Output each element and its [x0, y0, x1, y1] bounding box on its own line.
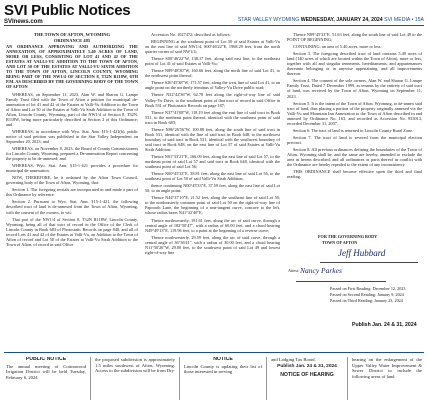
ordinance-paragraph: Section 1. The foregoing recitals are incorporated in and made a part of this Ordinance by reference.: [6, 187, 138, 198]
public-notice-heading: PUBLIC NOTICE: [25, 357, 67, 362]
column-divider: [179, 357, 180, 400]
ordinance-paragraph: BEGINNING at the southeast point of Lot 50 of said Estates at Valli-Vu on the east line of said NW1/4, S00°46'22"E, 1968.29 feet, from the north quarter corner of said NW1/4;: [145, 39, 280, 55]
clerk-signature: Nancy Parkes: [300, 266, 342, 275]
ordinance-paragraph: CONTAINING: an area of 5.40 acres, more or less.: [293, 44, 382, 50]
ordinance-paragraph: Thence N89°45'33"E, 51.63 feet, along the south line of said Lot 49 to the POINT OF BEGINNING;: [287, 32, 422, 43]
ordinance-paragraph: WHEREAS, on September 11, 2023, Alan W. and Sharon G. Lampe Family Trust filed with the Town of Afton a petition for municipal de-annexation of lot 41 and 42 of the Estates at Valli-Vu Addition to the Town of Afton and Lot 50 of the Estates at Valli-Vu Sixth Addition to the Town of Afton, Lincoln County, Wyoming, part of the NW1/4 of Section 8, T32N, R118W, being more particularly described in Section 2 of this Ordinance; and: [6, 91, 138, 127]
section-rule: [4, 352, 424, 353]
attest-label: Attest:: [288, 268, 300, 273]
ordinance-paragraph: Thence N44°37'10"E, 21.52 feet, along the southeast line of said Lot 50, to the northeasterly common point of said Lot 50 on the right-of-way line of Paprooth Lane, the beginning of a non-tangent curve, concave to the left, whose radius bears N41°32'40"E;: [145, 195, 280, 216]
ordinance-paragraph: Accession No. 1027472; described as follows:: [151, 32, 231, 37]
ordinance-paragraph: Thence N01°33'21"E, 166.09 feet, along the east line of said Lot 57, to the northeast point of said Lot 57 and said tract in Book 648, identical with the southeast point of said Lot 56;: [145, 153, 280, 170]
reading-3: Passed on Third Reading: January 23, 2024: [330, 298, 403, 303]
reading-1: Passed on First Reading: December 12, 2023: [330, 286, 406, 291]
header-rule: [4, 25, 424, 26]
subdivision-text: the proposed subdivision is approximately 1.5 miles southwest of Afton, Wyoming. Access to the subdivision will be from Dry: [95, 357, 175, 374]
hearing-column: [352, 357, 422, 400]
notice-heading: THE TOWN OF AFTON, WYOMING: [33, 32, 111, 37]
clerk-signature-line: [296, 281, 386, 282]
ordinance-paragraph: Thence northwesterly, 29.59 feet, along the arc of said curve, through a central angle of 36°36'41", with a radius of 30.00 feet, and a chord bearing N11°50'26"W, 29.00 feet, to the southwest point of said Lot 49 and lowest right-of-way line: [145, 234, 280, 255]
lodging-text: and Lodging Tax Board.: [271, 357, 316, 362]
for-governing-body: FOR THE GOVERNING BODY: [318, 234, 378, 239]
ordinance-column-1: [6, 32, 138, 348]
ordinance-paragraph: Section 5. It is the intent of the Town of Afton, Wyoming, to de-annex said tract of land, thus placing a portion of the property originally annexed via the Valli-Vu and Mountain Inn Annexation to the Town of Afton described in and annexed by Ordinance No. 163, and recorded as Accession No. 933013, recorded December 31, 2007.: [287, 100, 422, 126]
page-section: SVI MEDIA • 15A: [384, 17, 424, 23]
ordinance-paragraph: Thence N00°45'33"E, 38.81 feet, along the east line of said Lot 56, to the southeast point of Lot 50 of said Valli-Vu Sixth Addition;: [145, 171, 280, 182]
mayor-signature: Jeff Hubbard: [338, 248, 386, 258]
ordinance-paragraph: Thence N37°41'08"W, 118.19 feet along the east line of said tract in Book 531, to the northeast point thereof, identical with the southeast point of said tract in Book 683;: [145, 109, 280, 125]
lodging-publish: Publish Jan. 24 & 31, 2024: [277, 363, 337, 369]
subdivision-column: [95, 357, 175, 400]
ordinance-number: ORDINANCE 485: [53, 38, 91, 44]
ordinance-paragraph: Section 3. The foregoing described tract of land contains 5.40 acres of land (140 acres of which are located within the Town of Afton), more or less, together with all and singular tenements, hereditaments, and appurtenances thereunto belonging or in anywise appertaining, and all improvements thereon.: [287, 51, 422, 77]
public-notice-text: The annual meeting of Cottonwood Irrigation District will be held Tuesday, February 6, 2024: [6, 363, 86, 380]
ordinance-paragraph: NOW, THEREFORE, be it ordained by the Afton Town Council, governing body of the Town of Afton, Wyoming, that:: [6, 175, 138, 186]
ordinance-paragraph: Section 6. The tract of land is returned to Lincoln County Rural Zone.: [293, 127, 414, 133]
site-url: SVInews.com: [4, 19, 43, 25]
ordinance-paragraph: That part of the NW1/4 of Section 8, T32N R118W, Lincoln County, Wyoming, being all of that tract of record in the Office of the Clerk of Lincoln County in Book 683 of Photostatic Records on page 848, and all of record Lots 41 and 42 of the Estates at Valli-Vu, an Addition to the Town of Afton of record and Lot 50 of the Estates at Valli-Vu Sixth Addition to the Town of Afton, of record in said Office: [6, 216, 138, 247]
notice-text-2: Lincoln County is updating their list of those interested in serving: [184, 363, 262, 375]
hearing-heading: NOTICE OF HEARING: [280, 372, 334, 379]
ordinance-paragraph: WHEREAS, in accordance with Wyo. Stat. Ann. §15-1-421(b), public notice of said petition was published in the Star Valley Independent on September 20, 2023; and: [6, 128, 138, 144]
ordinance-column-2: [145, 32, 280, 348]
notice-heading-2: NOTICE: [213, 357, 233, 362]
ordinance-paragraph: thence continuing N00°45'33"E, 37.59 feet, along the east line of said Lot 50, to an angle point;: [145, 183, 280, 194]
ordinance-paragraph: Thence S26°45'38"W, 171.57 feet, along the west line of said Lot 41, to an angle point on the northerly terminus of Valley-Vu Drive public road;: [145, 80, 280, 91]
paper-line: [238, 17, 424, 23]
column-divider: [266, 357, 267, 400]
public-notice-column: [6, 357, 86, 400]
ordinance-paragraph: Section 4. The consent of the sole owners, Alan W. and Sharon G. Lampe Family Trust, Dated 7 December 1999, as tenants by the entirety of said tract of land, was received by the Town of Afton, Wyoming on September 11, 2023.: [287, 78, 422, 99]
ordinance-paragraph: Thence S00°46'22"W, 138.17 feet, along said east line, to the northeast point of Lot 41 of said Estates at Valli-Vu;: [145, 56, 280, 67]
column-divider: [90, 357, 91, 400]
reading-2: Passed on Second Reading: January 9, 2024: [330, 292, 404, 297]
hearing-text: hearing on the enlargement of the Upper Valley Water Improvement & Sewer District to include the following areas of land: [352, 357, 422, 379]
ordinance-paragraph: Thence N89°48'30"W, 160.66 feet, along the north line of said Lot 41, to the northwest point thereof;: [145, 68, 280, 79]
lodging-column: [271, 357, 343, 400]
ordinance-paragraph: Section 8. All previous ordinances defining the boundaries of the Town of Afton, Wyoming shall be, and the same are hereby, amended to exclude the area as herein described, and all ordinances or parts thereof in conflict with the Ordinance are hereby repealed to the extent of any inconsistency.: [287, 146, 422, 168]
mayor-signature-line: [320, 262, 418, 263]
ordinance-paragraph: Section 2. Pursuant to Wyo. Stat. Ann. §15-1-421, the following described tract of land is de-annexed from the Town of Afton, Wyoming, with the consent of the owners, to wit:: [6, 199, 138, 215]
ordinance-paragraph: THIS ORDINANCE shall become effective upon the third and final reading.: [287, 169, 422, 180]
masthead: [0, 0, 428, 25]
ordinance-paragraph: AN ORDINANCE APPROVING AND AUTHORIZING THE ANNEXATION, OF APPROXIMATELY 5.40 ACRES OF LAND, MORE OR LESS, CONSISTING OF LOT 41 AND 42 OF THE ESTATES AT VALLI-VU ADDITION TO THE TOWN OF AFTON, AND LOT 50 OF THE ESTATES AT VALLI-VU SIXTH ADDITION TO THE TOWN OF AFTON, LINCOLN COUNTY, WYOMING BEING PART OF THE NW1/4 OF SECTION 8, T32N R118W, 6TH P.M. AS DESCRIBED BY THE GOVERNING BODY OF THE TOWN OF AFTON: [6, 44, 138, 90]
paper-name: STAR VALLEY WYOMING: [237, 17, 300, 23]
ordinance-paragraph: WHEREAS, Wyo. Stat. Ann. §15-1-421 provides a procedure for municipal de-annexation.: [6, 163, 138, 174]
column-divider: [347, 357, 348, 400]
ordinance-paragraph: Section 7. The tract of land is severed from the municipal election precinct.: [287, 134, 422, 145]
town-name: TOWN OF AFTON: [322, 240, 358, 245]
page-title: SVI Public Notices: [4, 2, 131, 19]
ordinance-paragraph: Thence N86°26'56"W, 100.88 feet, along the south line of said tract in Book 531, identical with the line of said tract in Book 648, to the northwest boundary of said tract in Book 531, identical with the southwest boundary of said tract in Book 648, on the east line of Lot 57 of said Estates at Valli-Vu Sixth Addition;: [145, 126, 280, 152]
notice-column: [184, 357, 262, 400]
issue-date: WEDNESDAY, JANUARY 24, 2024: [300, 17, 383, 23]
ordinance-paragraph: Thence N32°42'36"W, 62.78 feet along the right-of-way line of said Valley-Vu Drive, to the southeast point of that tract of record in said Office in Book 531 of Photostatic Records on page 187;: [145, 92, 280, 108]
ordinance-column-3: [287, 32, 422, 230]
ordinance-paragraph: WHEREAS, on November 8, 2023, the Board of County Commissioners for Lincoln County, Wyoming, prepared a De-annexation Report concerning the property to be de-annexed; and: [6, 145, 138, 162]
publish-dates: Publish Jan. 24 & 31, 2024: [352, 322, 417, 328]
ordinance-paragraph: Thence northwesterly, 191.61 feet, along the arc of said curve, through a central angle of 182°50'47", with a radius of 60.00 feet, and a chord bearing N49°49'13"E, 119.96 feet, to a point at the beginning of a reverse curve;: [145, 217, 280, 233]
